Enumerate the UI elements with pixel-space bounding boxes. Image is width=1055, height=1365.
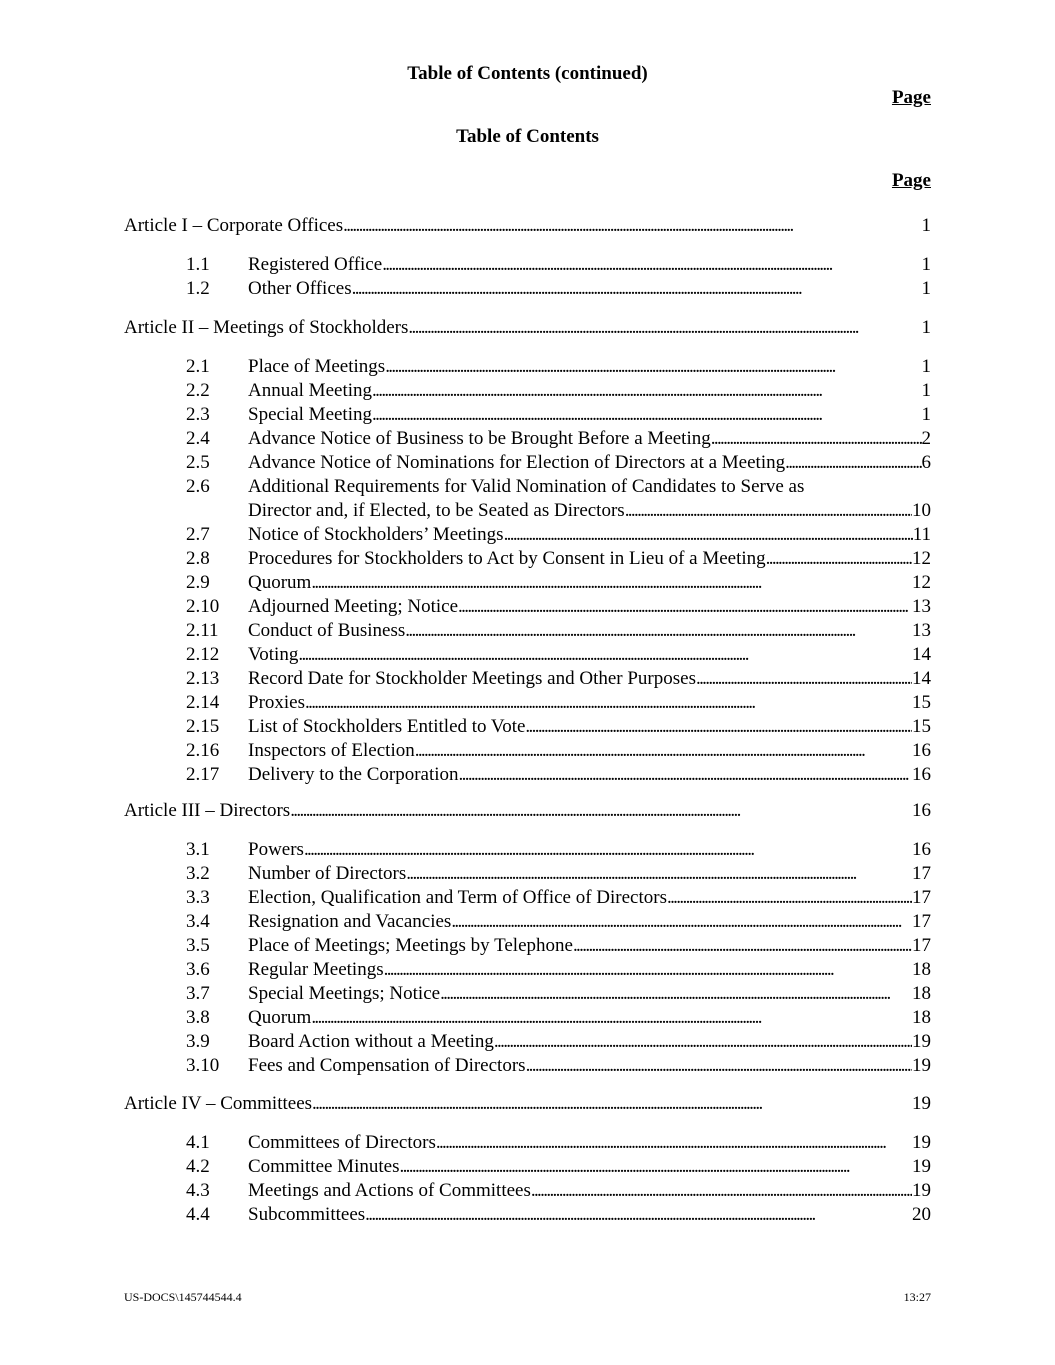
dot-leader: [298, 643, 912, 667]
section-number: 2.2: [186, 380, 210, 401]
toc-entry-title: Notice of Stockholders’ Meetings: [248, 524, 504, 545]
dot-leader: [451, 910, 912, 934]
toc-entry-2-12[interactable]: [186, 643, 931, 667]
toc-entry-title: Fees and Compensation of Directors: [248, 1055, 526, 1076]
toc-entry-2-6-continued[interactable]: [248, 499, 931, 523]
section-number: 3.5: [186, 935, 210, 956]
toc-page-number: 18: [912, 1007, 931, 1028]
toc-entry-2-7[interactable]: [186, 523, 931, 547]
toc-entry-3-7[interactable]: [186, 982, 931, 1006]
dot-leader: [304, 838, 912, 862]
toc-entry-2-3[interactable]: [186, 403, 931, 427]
section-number: 2.11: [186, 620, 219, 641]
toc-entry-title: Adjourned Meeting; Notice: [248, 596, 459, 617]
toc-entry-title: Resignation and Vacancies: [248, 911, 452, 932]
toc-page-number: 1: [921, 254, 931, 275]
toc-entry-title: Other Offices: [248, 278, 352, 299]
toc-entry-2-15[interactable]: [186, 715, 931, 739]
toc-page-number: 16: [912, 740, 931, 761]
toc-entry-title: Quorum: [248, 572, 312, 593]
section-number: 2.15: [186, 716, 220, 737]
section-number: 2.17: [186, 764, 220, 785]
dot-leader: [406, 862, 912, 886]
dot-leader: [436, 1131, 912, 1155]
toc-entry-3-8[interactable]: [186, 1006, 931, 1030]
toc-entry-title: Powers: [248, 839, 304, 860]
toc-page-number: 6: [921, 452, 931, 473]
toc-entry-title: Article I – Corporate Offices: [124, 215, 344, 236]
dot-leader: [696, 667, 912, 691]
toc-entry-title: Advance Notice of Nominations for Election of Directors at a Meeting: [248, 452, 786, 473]
toc-entry-2-17[interactable]: [186, 763, 931, 787]
dot-leader: [504, 523, 913, 547]
toc-entry-title: Conduct of Business: [248, 620, 406, 641]
toc-page-number: 19: [912, 1031, 931, 1052]
page-column-label: Page: [891, 170, 931, 191]
section-number: 2.5: [186, 452, 210, 473]
toc-entry-title: Quorum: [248, 1007, 312, 1028]
section-number: 3.9: [186, 1031, 210, 1052]
toc-entry-2-1[interactable]: [186, 355, 931, 379]
section-number: 3.2: [186, 863, 210, 884]
toc-entry-2-5[interactable]: [186, 451, 931, 475]
dot-leader: [311, 1006, 912, 1030]
section-number: 4.3: [186, 1180, 210, 1201]
section-number: 2.10: [186, 596, 220, 617]
toc-page-number: 1: [921, 356, 931, 377]
toc-page-number: 19: [912, 1156, 931, 1177]
dot-leader: [458, 595, 912, 619]
toc-page-number: 16: [912, 800, 931, 821]
dot-leader: [667, 886, 912, 910]
section-number: 2.9: [186, 572, 210, 593]
section-number: 2.16: [186, 740, 220, 761]
section-number: 4.1: [186, 1132, 210, 1153]
toc-entry-3-6[interactable]: [186, 958, 931, 982]
section-number: 2.1: [186, 356, 210, 377]
toc-entry-title-line1: Additional Requirements for Valid Nomination of Candidates to Serve as: [248, 476, 805, 497]
toc-entry-2-16[interactable]: [186, 739, 931, 763]
section-number: 2.4: [186, 428, 210, 449]
toc-entry-2-14[interactable]: [186, 691, 931, 715]
toc-page-number: 18: [912, 983, 931, 1004]
toc-entry-2-6[interactable]: [186, 475, 931, 499]
section-number: 3.6: [186, 959, 210, 980]
toc-page-number: 1: [921, 215, 931, 236]
toc-page-number: 12: [912, 572, 931, 593]
section-number: 2.14: [186, 692, 220, 713]
toc-page-number: 10: [912, 500, 931, 521]
toc-entry-2-8[interactable]: [186, 547, 931, 571]
toc-page-number: 1: [921, 380, 931, 401]
section-number: 4.2: [186, 1156, 210, 1177]
toc-article-corporate-offices[interactable]: [124, 214, 931, 238]
toc-entry-4-2[interactable]: [186, 1155, 931, 1179]
toc-entry-title: Board Action without a Meeting: [248, 1031, 494, 1052]
toc-entry-2-9[interactable]: [186, 571, 931, 595]
toc-entry-title: Procedures for Stockholders to Act by Consent in Lieu of a Meeting: [248, 548, 766, 569]
dot-leader: [785, 451, 921, 475]
dot-leader: [408, 316, 921, 340]
dot-leader: [440, 982, 912, 1006]
toc-entry-title: Regular Meetings: [248, 959, 384, 980]
section-number: 3.4: [186, 911, 210, 932]
dot-leader: [459, 763, 912, 787]
toc-entry-title: Record Date for Stockholder Meetings and Other Purposes: [248, 668, 696, 689]
dot-leader: [494, 1030, 912, 1054]
section-number: 2.7: [186, 524, 210, 545]
toc-page-number: 11: [912, 524, 931, 545]
section-number: 2.12: [186, 644, 220, 665]
toc-entry-title: Delivery to the Corporation: [248, 764, 459, 785]
toc-entry-title: Inspectors of Election: [248, 740, 415, 761]
toc-entry-title: Committees of Directors: [248, 1132, 436, 1153]
toc-entry-title: Voting: [248, 644, 299, 665]
toc-page-number: 16: [912, 839, 931, 860]
toc-page-number: 12: [912, 548, 931, 569]
toc-page-number: 13: [912, 620, 931, 641]
toc-entry-4-4[interactable]: [186, 1203, 931, 1227]
toc-page-number: 20: [912, 1204, 931, 1225]
dot-leader: [766, 547, 912, 571]
toc-page-number: 19: [912, 1180, 931, 1201]
footer-time: 13:27: [903, 1290, 931, 1304]
toc-page-number: 15: [912, 692, 931, 713]
dot-leader: [372, 379, 921, 403]
section-number: 2.6: [186, 476, 210, 497]
toc-entry-2-13[interactable]: [186, 667, 931, 691]
toc-page-number: 13: [912, 596, 931, 617]
section-number: 2.13: [186, 668, 220, 689]
toc-entry-3-1[interactable]: [186, 838, 931, 862]
toc-article-meetings-of-stockholders[interactable]: [124, 316, 931, 340]
dot-leader: [312, 1092, 912, 1116]
section-number: 3.3: [186, 887, 210, 908]
toc-entry-title: Special Meeting: [248, 404, 372, 425]
toc-entry-3-10[interactable]: [186, 1054, 931, 1078]
toc-page-number: 19: [912, 1093, 931, 1114]
dot-leader: [399, 1155, 912, 1179]
toc-entry-3-4[interactable]: [186, 910, 931, 934]
dot-leader: [525, 715, 912, 739]
toc-page-number: 17: [912, 887, 931, 908]
dot-leader: [382, 253, 921, 277]
dot-leader: [305, 691, 912, 715]
dot-leader: [415, 739, 912, 763]
toc-entry-title: Special Meetings; Notice: [248, 983, 441, 1004]
section-number: 1.2: [186, 278, 210, 299]
toc-page-number: 15: [912, 716, 931, 737]
toc-page-number: 1: [921, 278, 931, 299]
toc-entry-title: Article IV – Committees: [124, 1093, 313, 1114]
toc-entry-title: Place of Meetings: [248, 356, 386, 377]
dot-leader: [372, 403, 922, 427]
dot-leader: [352, 277, 922, 301]
toc-entry-title: Committee Minutes: [248, 1156, 400, 1177]
toc-entry-1-2[interactable]: [186, 277, 931, 301]
section-number: 2.8: [186, 548, 210, 569]
dot-leader: [711, 427, 922, 451]
section-number: 3.10: [186, 1055, 220, 1076]
toc-page-number: 17: [912, 863, 931, 884]
toc-entry-title: Annual Meeting: [248, 380, 373, 401]
dot-leader: [385, 355, 921, 379]
page-column-label-top: Page: [891, 87, 931, 108]
toc-page-number: 14: [912, 644, 931, 665]
toc-entry-title: List of Stockholders Entitled to Vote: [248, 716, 526, 737]
toc-entry-title: Meetings and Actions of Committees: [248, 1180, 531, 1201]
toc-page-number: 18: [912, 959, 931, 980]
footer-doc-id: US-DOCS\145744544.4: [124, 1290, 242, 1304]
toc-title: Table of Contents: [456, 126, 599, 147]
toc-entry-2-2[interactable]: [186, 379, 931, 403]
toc-entry-title: Election, Qualification and Term of Office of Directors: [248, 887, 667, 908]
dot-leader: [290, 799, 912, 823]
toc-entry-2-11[interactable]: [186, 619, 931, 643]
toc-page-number: 19: [912, 1132, 931, 1153]
section-number: 4.4: [186, 1204, 210, 1225]
dot-leader: [625, 499, 912, 523]
section-number: 3.8: [186, 1007, 210, 1028]
dot-leader: [384, 958, 912, 982]
toc-continued-title: Table of Contents (continued): [407, 63, 648, 84]
dot-leader: [531, 1179, 912, 1203]
dot-leader: [343, 214, 921, 238]
toc-page-number: 2: [921, 428, 931, 449]
section-number: 3.7: [186, 983, 210, 1004]
toc-entry-title: Place of Meetings; Meetings by Telephone: [248, 935, 573, 956]
toc-entry-title: Article III – Directors: [124, 800, 291, 821]
section-number: 2.3: [186, 404, 210, 425]
toc-entry-title: Registered Office: [248, 254, 383, 275]
dot-leader: [526, 1054, 912, 1078]
toc-page-number: 1: [921, 404, 931, 425]
section-number: 1.1: [186, 254, 210, 275]
toc-entry-title: Subcommittees: [248, 1204, 366, 1225]
toc-entry-4-1[interactable]: [186, 1131, 931, 1155]
toc-entry-3-9[interactable]: [186, 1030, 931, 1054]
toc-page-number: 16: [912, 764, 931, 785]
toc-page-number: 1: [921, 317, 931, 338]
toc-entry-2-4[interactable]: [186, 427, 931, 451]
toc-entry-title: Article II – Meetings of Stockholders: [124, 317, 409, 338]
section-number: 3.1: [186, 839, 210, 860]
toc-entry-1-1[interactable]: [186, 253, 931, 277]
dot-leader: [365, 1203, 912, 1227]
toc-article-committees[interactable]: [124, 1092, 931, 1116]
toc-entry-title: Proxies: [248, 692, 305, 713]
dot-leader: [405, 619, 912, 643]
toc-page-number: 17: [912, 935, 931, 956]
toc-page-number: 14: [912, 668, 931, 689]
toc-entry-title-line2: Director and, if Elected, to be Seated as Directors: [248, 500, 625, 521]
toc-entry-3-2[interactable]: [186, 862, 931, 886]
toc-entry-3-3[interactable]: [186, 886, 931, 910]
toc-article-directors[interactable]: [124, 799, 931, 823]
dot-leader: [311, 571, 912, 595]
toc-page-number: 19: [912, 1055, 931, 1076]
toc-entry-title: Advance Notice of Business to be Brought Before a Meeting: [248, 428, 711, 449]
toc-page-number: 17: [912, 911, 931, 932]
toc-entry-4-3[interactable]: [186, 1179, 931, 1203]
toc-entry-title: Number of Directors: [248, 863, 407, 884]
toc-entry-3-5[interactable]: [186, 934, 931, 958]
toc-entry-2-10[interactable]: [186, 595, 931, 619]
dot-leader: [573, 934, 912, 958]
